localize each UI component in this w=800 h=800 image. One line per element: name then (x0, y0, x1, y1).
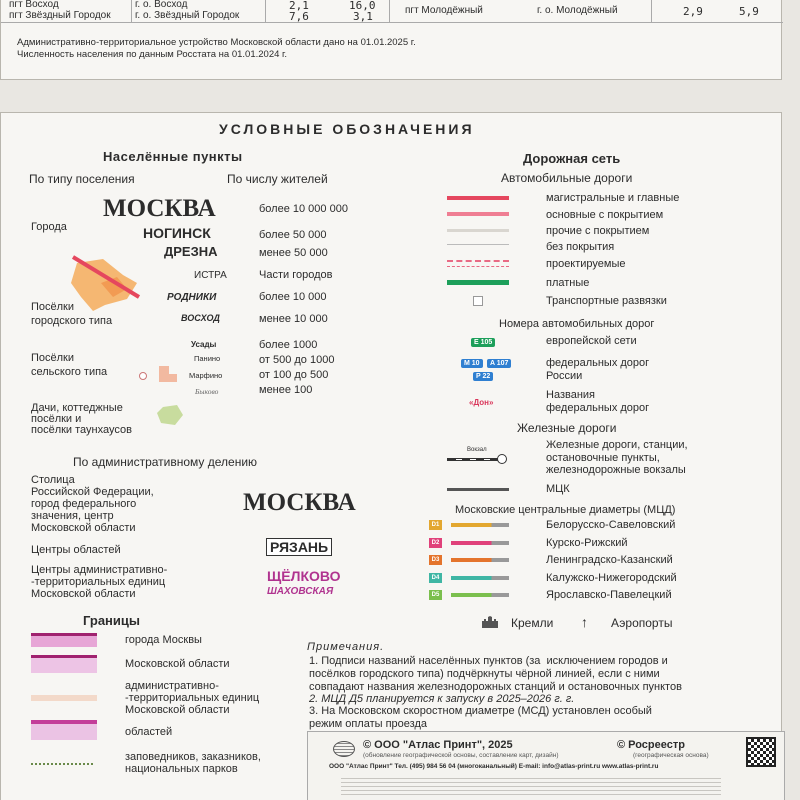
print-info-block (341, 775, 721, 795)
qr-code-icon (746, 737, 776, 767)
kremlins-label: Кремли (511, 616, 554, 630)
legend-panel (0, 112, 782, 800)
by-population-heading: По числу жителей (227, 172, 328, 186)
mcd-number-badge: D5 (429, 590, 442, 600)
dachas-label: Дачи, коттеджные посёлки и посёлки таунхаусов (31, 402, 132, 436)
by-type-heading: По типу поселения (29, 172, 135, 186)
pop-label: более 50 000 (259, 229, 327, 241)
table-bottom-rule (1, 22, 783, 23)
planned-road-swatch-2 (447, 266, 509, 267)
table-divider (131, 0, 132, 23)
sample-panino: Панино (194, 354, 221, 363)
pop-label: менее 50 000 (259, 247, 328, 259)
table-cell: 5,9 (739, 5, 759, 18)
table-cell: 2,1 (289, 0, 309, 12)
table-divider (265, 0, 266, 23)
moscow-region-border-label: Московской области (125, 658, 230, 670)
urban-type-label: Посёлки городского типа (31, 301, 113, 327)
table-cell: г. о. Молодёжный (537, 5, 618, 16)
sample-noginsk: НОГИНСК (143, 225, 211, 241)
legend-title: УСЛОВНЫЕ ОБОЗНАЧЕНИЯ (219, 121, 475, 137)
paved-road-swatch (447, 212, 509, 216)
roads-title: Дорожная сеть (523, 151, 621, 166)
rural-dot-icon (139, 372, 147, 380)
notes-title: Примечания. (307, 641, 385, 653)
other-paved-label: прочие с покрытием (546, 225, 650, 237)
unpaved-label: без покрытия (546, 241, 615, 253)
sample-drezna: ДРЕЗНА (164, 244, 218, 259)
other-paved-swatch (447, 229, 509, 232)
reserve-border-swatch (31, 763, 93, 765)
mcd-line-swatch (451, 541, 509, 545)
region-border-swatch (31, 720, 97, 740)
table-divider (389, 0, 390, 23)
unpaved-swatch (447, 244, 509, 245)
cities-label: Города (31, 221, 67, 233)
paved-road-label: основные с покрытием (546, 209, 664, 221)
sample-voskhod: ВОСХОД (181, 313, 220, 323)
federal-r-badge: P 22 (473, 372, 493, 381)
note-2: 2. МЦД Д5 планируется к запуску в 2025–2026 г. г. (309, 693, 575, 705)
table-cell: 2,9 (683, 5, 703, 18)
table-cell: пгт Молодёжный (405, 5, 483, 16)
planned-road-label: проектируемые (546, 258, 626, 270)
pop-label: более 10 000 (259, 291, 327, 303)
table-cell: 16,0 (349, 0, 376, 12)
publisher-contacts: ООО "Атлас Принт" Тел. (495) 984 56 04 (многоканальный) E-mail: info@atlas-print.ru www.atlas-print.ru (329, 763, 659, 770)
airplane-icon: ↑ (581, 614, 588, 630)
airports-label: Аэропорты (611, 616, 673, 630)
toll-road-label: платные (546, 277, 590, 289)
admin-sample-moskva: МОСКВА (243, 489, 356, 516)
railway-label: Железные дороги, станции, остановочные пункты, железнодорожные вокзалы (546, 439, 688, 476)
mcd-line-label: Курско-Рижский (546, 536, 628, 549)
admin-centers-label: Центры административно- -территориальных единиц Московской области (31, 564, 168, 600)
moscow-region-border-swatch (31, 655, 97, 673)
rural-type-label: Посёлки сельского типа (31, 352, 108, 378)
pop-label: от 100 до 500 (259, 369, 329, 381)
mcd-number-badge: D1 (429, 520, 442, 530)
federal-m-badge: M 10 (461, 359, 483, 368)
federal-a-badge: A 107 (487, 359, 511, 368)
sample-bykovo: Быково (195, 387, 219, 396)
publisher-subtitle: (обновление географической основы, составление карт, дизайн) (363, 752, 559, 759)
pop-label: от 500 до 1000 (259, 354, 335, 366)
mcd-number-badge: D4 (429, 573, 442, 583)
european-road-badge: E 105 (471, 338, 495, 347)
auto-roads-heading: Автомобильные дороги (501, 171, 633, 185)
mck-swatch (447, 488, 509, 491)
globe-logo (333, 741, 355, 757)
federal-names-label: Названия федеральных дорог (546, 389, 650, 414)
sample-istra: ИСТРА (194, 270, 227, 281)
pop-label: более 1000 (259, 339, 318, 351)
reserve-border-label: заповедников, заказников, национальных парков (125, 751, 261, 775)
railways-heading: Железные дороги (517, 421, 617, 435)
admin-division-heading: По административному делению (73, 455, 258, 469)
mcd-heading: Московские центральные диаметры (МЦД) (455, 504, 676, 516)
sample-usady: Усады (191, 340, 217, 349)
top-table-panel (0, 0, 782, 80)
interchange-label: Транспортные развязки (546, 295, 667, 307)
moscow-city-border-label: города Москвы (125, 634, 202, 646)
european-road-label: европейской сети (546, 335, 637, 347)
table-cell: 7,6 (289, 10, 309, 23)
pop-label: более 10 000 000 (259, 203, 348, 215)
toll-road-swatch (447, 280, 509, 285)
moscow-city-border-swatch (31, 633, 97, 647)
sample-rodniki: РОДНИКИ (167, 292, 217, 303)
pop-label: менее 10 000 (259, 313, 328, 325)
planned-road-swatch (447, 260, 509, 262)
publisher-copyright: © ООО "Атлас Принт", 2025 (363, 739, 513, 751)
station-icon (497, 454, 507, 464)
mcd-line-label: Калужско-Нижегородский (546, 571, 677, 584)
borders-title: Границы (83, 613, 140, 628)
main-road-swatch (447, 196, 509, 200)
mcd-line-label: Ленинградско-Казанский (546, 554, 673, 566)
admin-sample-ryazan: РЯЗАНЬ (266, 538, 332, 556)
admin-unit-border-label: административно- -территориальных единиц Московской области (125, 680, 260, 716)
region-centers-label: Центры областей (31, 544, 121, 556)
population-note: Численность населения по данным Росстата на 01.01.2024 г. (17, 49, 287, 60)
region-border-label: областей (125, 726, 173, 738)
table-cell: 3,1 (353, 10, 373, 23)
table-cell: г. о. Восход (135, 0, 188, 10)
mcd-line-swatch (451, 593, 509, 597)
mcd-number-badge: D3 (429, 555, 442, 565)
sample-moskva: МОСКВА (103, 195, 216, 222)
mcd-line-swatch (451, 558, 509, 562)
table-cell: пгт Звёздный Городок (9, 10, 111, 21)
dacha-area-symbol (157, 405, 183, 427)
federal-road-label: федеральных дорог России (546, 357, 650, 382)
admin-sample-shakhovskaya: ШАХОВСКАЯ (267, 586, 334, 597)
table-cell: г. о. Звёздный Городок (135, 10, 240, 21)
mcd-line-swatch (451, 523, 509, 527)
mcd-line-label: Ярославско-Павелецкий (546, 589, 672, 601)
pop-label: Части городов (259, 269, 333, 281)
admin-note: Административно-территориальное устройство Московской области дано на 01.01.2025 г. (17, 37, 416, 48)
rosreestr-copyright: © Росреестр (617, 739, 685, 751)
mcd-line-swatch (451, 576, 509, 580)
sample-marfino: Марфино (189, 371, 223, 380)
mcd-line-label: Белорусско-Савеловский (546, 519, 676, 531)
note-1: 1. Подписи названий населённых пунктов (за исключением городов и посёлков городского типа) подчёркнуты чёрной линией, если с ними совпадают названия железнодорожных станций и остановочных пунктов (309, 655, 682, 693)
pop-label: менее 100 (259, 384, 313, 396)
federal-name-sample: «Дон» (469, 398, 494, 407)
capital-label: Столица Российской Федерации, город федерального значения, центр Московской области (31, 474, 154, 534)
rural-block-icon (159, 366, 177, 382)
rosreestr-subtitle: (географическая основа) (633, 752, 709, 759)
mck-label: МЦК (546, 483, 570, 495)
mcd-number-badge: D2 (429, 538, 442, 548)
road-numbers-heading: Номера автомобильных дорог (499, 318, 655, 330)
admin-sample-shchelkovo: ЩЁЛКОВО (267, 568, 341, 584)
table-cell: пгт Восход (9, 0, 59, 10)
main-road-label: магистральные и главные (546, 192, 680, 204)
table-divider (651, 0, 652, 23)
kremlin-icon (482, 616, 498, 628)
admin-unit-border-swatch (31, 695, 97, 701)
interchange-icon (473, 296, 483, 306)
settlements-title: Населённые пункты (103, 149, 243, 164)
note-3: 3. На Московском скоростном диаметре (МСД) установлен особый режим оплаты проезда (309, 705, 652, 730)
station-sample-label: Вокзал (467, 447, 487, 453)
